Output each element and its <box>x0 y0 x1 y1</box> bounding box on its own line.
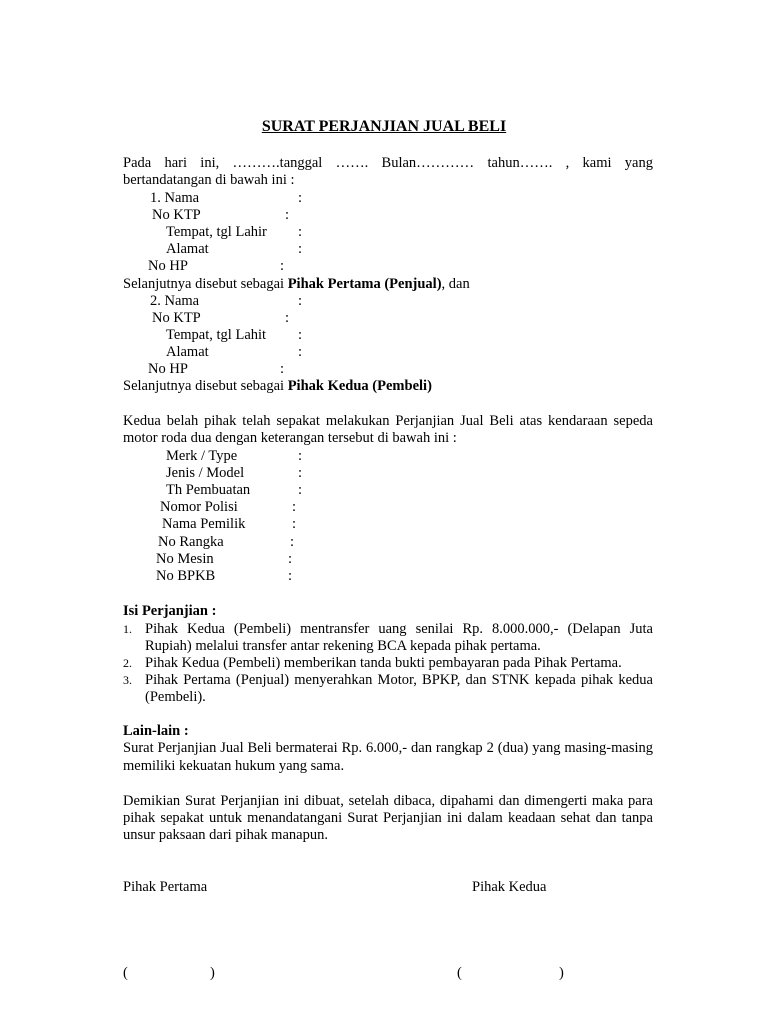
vehicle-colon-mesin: : <box>288 551 293 567</box>
signature-left-close-paren: ) <box>210 965 215 981</box>
closing-line-2: pihak sepakat untuk menandatangani Surat Perjanjian ini dalam keadaan sehat dan tanpa <box>123 810 653 826</box>
party2-colon-hp: : <box>280 361 285 377</box>
vehicle-field-rangka: No Rangka <box>158 534 224 550</box>
closing-line-1: Demikian Surat Perjanjian ini dibuat, setelah dibaca, dipahami dan dimengerti maka para <box>123 793 653 809</box>
party1-field-ttl: Tempat, tgl Lahir <box>166 224 267 240</box>
vehicle-field-nopol: Nomor Polisi <box>160 499 238 515</box>
party1-description: Selanjutnya disebut sebagai Pihak Pertama (Penjual), dan <box>123 276 470 292</box>
vehicle-field-tahun: Th Pembuatan <box>166 482 251 498</box>
document-title: SURAT PERJANJIAN JUAL BELI <box>261 118 507 135</box>
isi-item-3-line-2: (Pembeli). <box>145 689 206 705</box>
party1-colon-alamat: : <box>298 241 303 257</box>
party2-field-name: 2. Nama <box>150 293 200 309</box>
intro-line-1: Pada hari ini, ……….tanggal ……. Bulan………… tahun……. , kami yang <box>123 155 653 171</box>
party1-colon-ttl: : <box>298 224 303 240</box>
vehicle-field-merk: Merk / Type <box>166 448 238 464</box>
isi-item-1-number: 1. <box>123 622 132 636</box>
party2-field-ttl: Tempat, tgl Lahit <box>166 327 267 343</box>
party2-colon-ttl: : <box>298 327 303 343</box>
vehicle-colon-tahun: : <box>298 482 303 498</box>
lain-heading: Lain-lain : <box>123 723 189 739</box>
isi-item-1-line-1: Pihak Kedua (Pembeli) mentransfer uang senilai Rp. 8.000.000,- (Delapan Juta <box>145 621 653 637</box>
agreement-intro-line-2: motor roda dua dengan keterangan tersebut di bawah ini : <box>123 430 457 446</box>
isi-heading: Isi Perjanjian : <box>123 603 217 619</box>
vehicle-colon-bpkb: : <box>288 568 293 584</box>
isi-item-3-number: 3. <box>123 673 132 687</box>
signature-right-close-paren: ) <box>559 965 564 981</box>
agreement-intro-line-1: Kedua belah pihak telah sepakat melakukan Perjanjian Jual Beli atas kendaraan sepeda <box>123 413 653 429</box>
party1-field-alamat: Alamat <box>166 241 209 257</box>
vehicle-colon-rangka: : <box>290 534 295 550</box>
isi-item-1-line-2: Rupiah) melalui transfer antar rekening BCA kepada pihak pertama. <box>145 638 541 654</box>
party1-field-ktp: No KTP <box>152 207 201 223</box>
party2-field-ktp: No KTP <box>152 310 201 326</box>
closing-line-3: unsur paksaan dari pihak manapun. <box>123 827 328 843</box>
intro-line-2: bertandatangan di bawah ini : <box>123 172 295 188</box>
vehicle-field-jenis: Jenis / Model <box>166 465 245 481</box>
signature-left-open-paren: ( <box>123 965 128 981</box>
party2-colon-name: : <box>298 293 303 309</box>
party2-field-alamat: Alamat <box>166 344 209 360</box>
party1-field-hp: No HP <box>148 258 188 274</box>
party2-description: Selanjutnya disebut sebagai Pihak Kedua (Pembeli) <box>123 378 432 394</box>
isi-item-2-line-1: Pihak Kedua (Pembeli) memberikan tanda bukti pembayaran pada Pihak Pertama. <box>145 655 622 671</box>
vehicle-colon-merk: : <box>298 448 303 464</box>
party1-colon-name: : <box>298 190 303 206</box>
vehicle-field-mesin: No Mesin <box>156 551 214 567</box>
lain-line-1: Surat Perjanjian Jual Beli bermaterai Rp. 6.000,- dan rangkap 2 (dua) yang masing-masing <box>123 740 653 756</box>
vehicle-colon-pemilik: : <box>292 516 297 532</box>
isi-item-3-line-1: Pihak Pertama (Penjual) menyerahkan Motor, BPKP, dan STNK kepada pihak kedua <box>145 672 653 688</box>
party1-field-name: 1. Nama <box>150 190 200 206</box>
signature-right-open-paren: ( <box>457 965 462 981</box>
vehicle-colon-jenis: : <box>298 465 303 481</box>
party1-colon-ktp: : <box>285 207 290 223</box>
party1-colon-hp: : <box>280 258 285 274</box>
lain-line-2: memiliki kekuatan hukum yang sama. <box>123 758 345 774</box>
party2-field-hp: No HP <box>148 361 188 377</box>
vehicle-field-bpkb: No BPKB <box>156 568 216 584</box>
signature-label-pihak-pertama: Pihak Pertama <box>123 879 208 895</box>
vehicle-field-pemilik: Nama Pemilik <box>162 516 246 532</box>
vehicle-colon-nopol: : <box>292 499 297 515</box>
signature-label-pihak-kedua: Pihak Kedua <box>472 879 547 895</box>
party2-colon-ktp: : <box>285 310 290 326</box>
party2-colon-alamat: : <box>298 344 303 360</box>
isi-item-2-number: 2. <box>123 656 132 670</box>
